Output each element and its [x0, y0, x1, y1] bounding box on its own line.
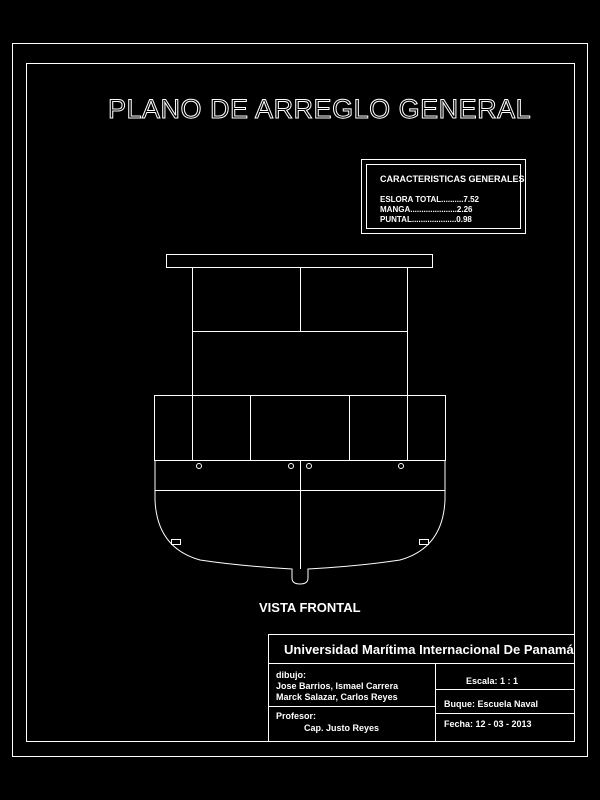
spec-length: ESLORA TOTAL..........7.52: [380, 195, 479, 204]
ship-frontal-view: [155, 255, 446, 585]
date-field: Fecha: 12 - 03 - 2013: [444, 719, 532, 729]
drawn-by-names-1: Jose Barrios, Ismael Carrera: [276, 681, 399, 691]
spec-beam: MANGA.....................2.26: [380, 205, 473, 214]
hull-fitting: [172, 540, 181, 545]
drawing-title: PLANO DE ARREGLO GENERAL: [108, 94, 532, 124]
vessel-field: Buque: Escuela Naval: [444, 699, 539, 709]
roof-slab: [167, 255, 433, 268]
specs-heading: CARACTERISTICAS GENERALES: [380, 174, 525, 184]
spec-depth: PUNTAL....................0.98: [380, 215, 472, 224]
portlight: [289, 464, 294, 469]
professor-name: Cap. Justo Reyes: [304, 723, 380, 733]
hull-fitting: [420, 540, 429, 545]
scale-field: Escala: 1 : 1: [466, 676, 519, 686]
portlight: [197, 464, 202, 469]
drawn-by-label: dibujo:: [276, 670, 306, 680]
inner-border: [27, 64, 575, 742]
professor-label: Profesor:: [276, 711, 317, 721]
view-label: VISTA FRONTAL: [259, 600, 361, 615]
portlight: [307, 464, 312, 469]
drawn-by-names-2: Marck Salazar, Carlos Reyes: [276, 692, 398, 702]
portlight: [399, 464, 404, 469]
university-name: Universidad Marítima Internacional De Panamá: [284, 642, 574, 657]
deckhouse: [155, 396, 446, 461]
